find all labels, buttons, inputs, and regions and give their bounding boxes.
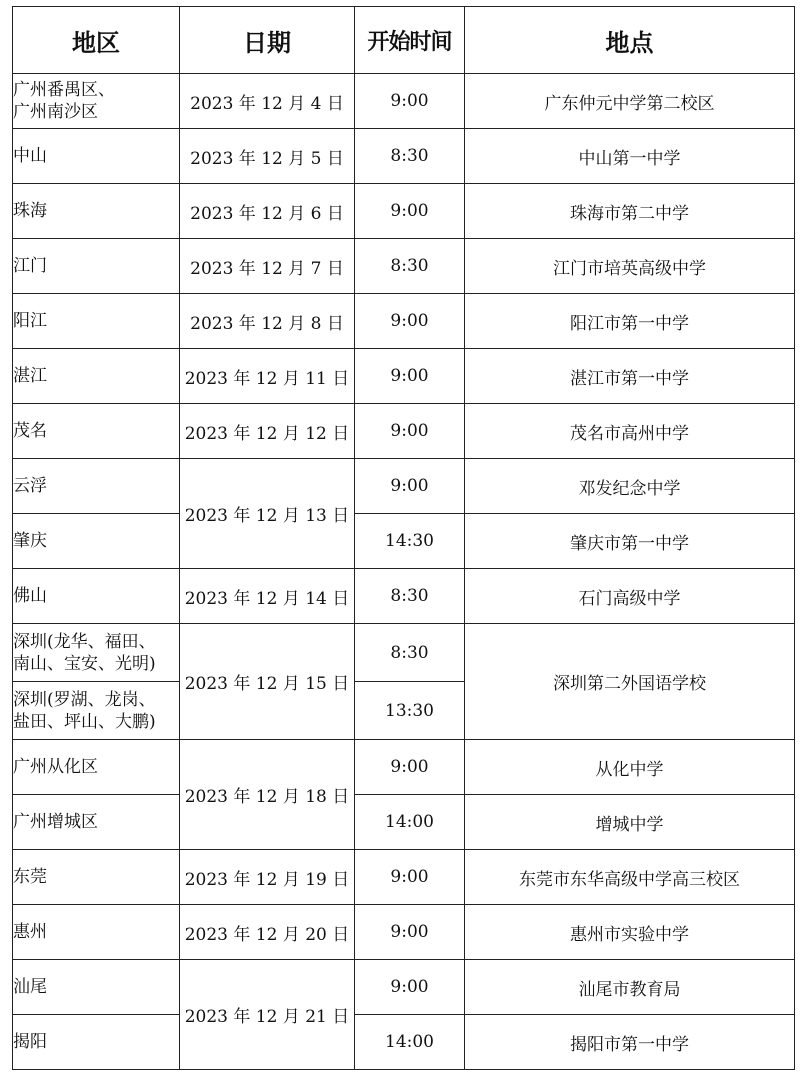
region-cell: 茂名 [13,404,180,459]
date-cell: 2023 年 12 月 19 日 [180,850,355,905]
date-cell: 2023 年 12 月 11 日 [180,349,355,404]
table-row [13,624,795,682]
place-cell: 邓发纪念中学 [465,459,795,514]
table-row [13,404,795,459]
table-row [13,294,795,349]
header-row [13,7,795,74]
region-cell: 佛山 [13,569,180,624]
date-cell: 2023 年 12 月 18 日 [180,740,355,850]
start-time-cell: 13:30 [355,682,465,740]
region-cell: 江门 [13,239,180,294]
header-date: 日期 [180,7,355,74]
region-cell: 阳江 [13,294,180,349]
start-time-cell: 9:00 [355,184,465,239]
start-time-cell: 14:00 [355,795,465,850]
region-cell: 汕尾 [13,960,180,1015]
place-cell: 东莞市东华高级中学高三校区 [465,850,795,905]
table-row [13,1015,795,1070]
date-cell: 2023 年 12 月 13 日 [180,459,355,569]
region-cell: 广州增城区 [13,795,180,850]
header-start-time: 开始时间 [355,7,465,74]
place-cell: 从化中学 [465,740,795,795]
place-cell: 茂名市高州中学 [465,404,795,459]
region-cell: 广州番禺区、 广州南沙区 [13,74,180,129]
date-cell: 2023 年 12 月 8 日 [180,294,355,349]
place-cell: 石门高级中学 [465,569,795,624]
place-cell: 湛江市第一中学 [465,349,795,404]
region-cell: 珠海 [13,184,180,239]
region-cell: 广州从化区 [13,740,180,795]
start-time-cell: 8:30 [355,239,465,294]
region-cell: 云浮 [13,459,180,514]
date-cell: 2023 年 12 月 6 日 [180,184,355,239]
table-row [13,184,795,239]
date-cell: 2023 年 12 月 7 日 [180,239,355,294]
region-cell: 东莞 [13,850,180,905]
table-row [13,960,795,1015]
start-time-cell: 8:30 [355,569,465,624]
place-cell: 汕尾市教育局 [465,960,795,1015]
schedule-table [12,6,795,1070]
table-row [13,569,795,624]
table-row [13,459,795,514]
region-cell: 中山 [13,129,180,184]
region-cell: 深圳(龙华、福田、 南山、宝安、光明) [13,624,180,682]
place-cell: 揭阳市第一中学 [465,1015,795,1070]
start-time-cell: 9:00 [355,740,465,795]
table-row [13,514,795,569]
place-cell: 珠海市第二中学 [465,184,795,239]
place-cell: 肇庆市第一中学 [465,514,795,569]
date-cell: 2023 年 12 月 20 日 [180,905,355,960]
table-row [13,850,795,905]
start-time-cell: 14:00 [355,1015,465,1070]
region-cell: 揭阳 [13,1015,180,1070]
region-cell: 肇庆 [13,514,180,569]
place-cell: 广东仲元中学第二校区 [465,74,795,129]
date-cell: 2023 年 12 月 21 日 [180,960,355,1070]
start-time-cell: 9:00 [355,294,465,349]
date-cell: 2023 年 12 月 4 日 [180,74,355,129]
header-region: 地区 [13,7,180,74]
date-cell: 2023 年 12 月 5 日 [180,129,355,184]
table-row [13,349,795,404]
date-cell: 2023 年 12 月 15 日 [180,624,355,740]
start-time-cell: 9:00 [355,74,465,129]
start-time-cell: 8:30 [355,129,465,184]
start-time-cell: 9:00 [355,960,465,1015]
start-time-cell: 9:00 [355,404,465,459]
start-time-cell: 9:00 [355,850,465,905]
place-cell: 深圳第二外国语学校 [465,624,795,740]
table-row [13,795,795,850]
region-cell: 湛江 [13,349,180,404]
date-cell: 2023 年 12 月 14 日 [180,569,355,624]
date-cell: 2023 年 12 月 12 日 [180,404,355,459]
start-time-cell: 9:00 [355,459,465,514]
header-place: 地点 [465,7,795,74]
table-row [13,129,795,184]
start-time-cell: 9:00 [355,349,465,404]
place-cell: 阳江市第一中学 [465,294,795,349]
place-cell: 中山第一中学 [465,129,795,184]
table-row [13,740,795,795]
table-row [13,74,795,129]
start-time-cell: 9:00 [355,905,465,960]
place-cell: 增城中学 [465,795,795,850]
place-cell: 惠州市实验中学 [465,905,795,960]
table-row [13,905,795,960]
start-time-cell: 8:30 [355,624,465,682]
table-row [13,239,795,294]
region-cell: 深圳(罗湖、龙岗、 盐田、坪山、大鹏) [13,682,180,740]
start-time-cell: 14:30 [355,514,465,569]
place-cell: 江门市培英高级中学 [465,239,795,294]
region-cell: 惠州 [13,905,180,960]
